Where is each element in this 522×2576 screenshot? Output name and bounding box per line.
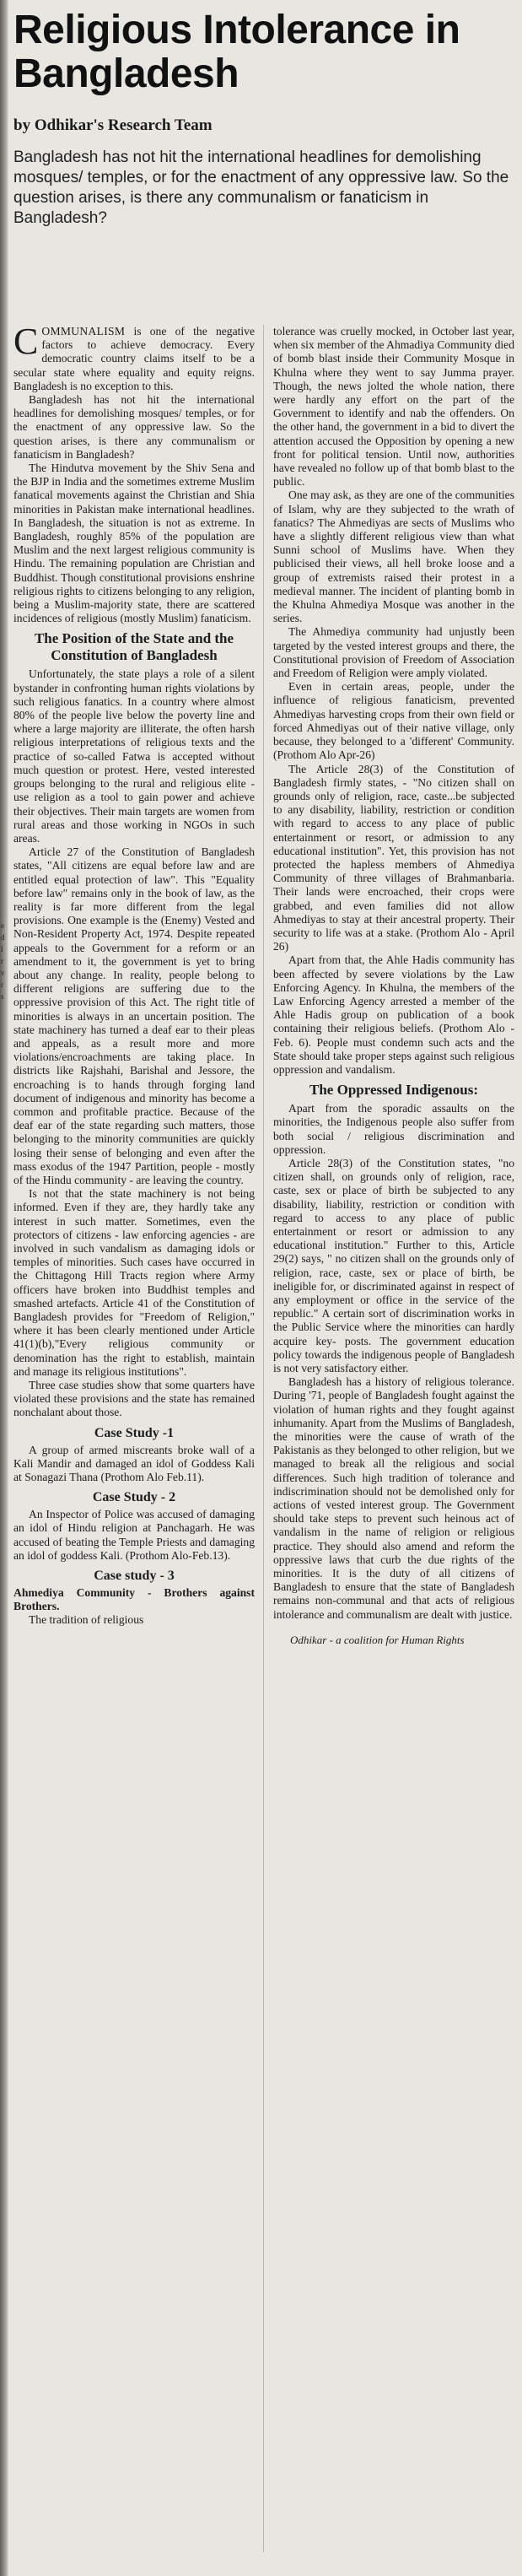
spine-edge-letters bbox=[1, 920, 8, 1002]
body-paragraph: One may ask, as they are one of the communities of Islam, why are they subjected to the wrath of fanatics? The Ahmediyas are sects of Muslims who have a slightly different religious view than what Sunni school of Muslims have. When they publicised their views, all hell broke loose and a group of extremists raised their protest in a medieval manner. The incident of planting bomb in the Khulna Ahmediya Mosque was another in the series. bbox=[273, 489, 514, 625]
body-paragraph: The Ahmediya community had unjustly been targeted by the vested interest groups and there, the Constitutional provision of Freedom of Association and Freedom of Religion were amply violated. bbox=[273, 625, 514, 680]
intro-caps: OMMUNALISM bbox=[41, 325, 126, 338]
section-heading: The Position of the State and the Constitution of Bangladesh bbox=[34, 630, 234, 664]
body-paragraph: The tradition of religious bbox=[29, 1613, 144, 1627]
edge-letter: d bbox=[1, 933, 5, 942]
body-paragraph: An Inspector of Police was accused of damaging an idol of Hindu religion at Panchagarh. He was accused of beating the Temple Priests and damaging an idol of goddess Kali. (Prothom Alo-Feb.13). bbox=[13, 1508, 255, 1562]
case-study-heading: Case Study - 2 bbox=[92, 1490, 176, 1505]
section-heading: The Oppressed Indigenous: bbox=[309, 1082, 478, 1099]
column-divider bbox=[263, 325, 264, 2552]
edge-letter: r bbox=[1, 957, 3, 965]
left-column bbox=[13, 321, 255, 1628]
right-column bbox=[273, 325, 514, 1646]
body-paragraph: Bangladesh has a history of religious tolerance. During '71, people of Bangladesh fought against the violation of human rights and they fought against inhumanity. Apart from the Muslims of Bangladesh, the minorities were the cause of wrath of the Pakistanis as they belonged to other religion, but we managed to break all the religious and social differences. Such high tradition of tolerance and indiscrimination should not be demolished only for actions of vested interest group. The Government should take steps to prevent such heinous act of vandalism in the name of religion or religious practice. They should also amend and reform the oppressive laws that curb the due rights of the minorities. It is the duty of all citizens of Bangladesh to ensure that the state of Bangladesh remains non-communal and that acts of religious intolerance and communalism are dealt with justice. bbox=[273, 1375, 514, 1621]
body-paragraph: Apart from the sporadic assaults on the minorities, the Indigenous people also suffer from both social / religious discrimination and oppression. bbox=[273, 1102, 514, 1156]
body-paragraph: Three case studies show that some quarters have violated these provisions and the state has remained nonchalant about those. bbox=[13, 1379, 255, 1419]
edge-letter: e bbox=[1, 921, 4, 930]
body-paragraph: The Hindutva movement by the Shiv Sena and the BJP in India and the sometimes extreme Muslim fanatical movements against the Christian and Shia minorities in Pakistan make international headlines. In Bangladesh, the situation is not as extreme. In Bangladesh, roughly 85% of the population are Muslim and the next largest religious community is Hindu. The remaining population are Christian and Buddhist. Though constitutional provisions enshrine religious rights to citizens belonging to any religion, being a Muslim-majority state, there are scattered incidences of religious (mostly Muslim) fanaticism. bbox=[13, 462, 255, 625]
body-paragraph: Article 27 of the Constitution of Bangladesh states, "All citizens are equal before law and are entitled equal protection of law". This "Equality before law" remains only in the book of law, as the reality is far more different from the legal provisions. One example is the (Enemy) Vested and Non-Resident Property Act, 1974. Despite repeated appeals to the Government for a reform or an amendment to it, the government is yet to bring about any change. In reality, people belong to different religions are suffering due to the oppressive provision of this Act. The right title of minorities is always in an uncertain position. The state machinery has turned a deaf ear to their pleas and appeals, as a result more and more violations/encroachments are taking place. In districts like Rajshahi, Barishal and Jessore, the encroaching is to hands through forging land document of indigenous and minority has become a common and profitable practice. Because of the deaf ear of the state regarding such matters, those belonging to the minority communities are quickly losing their sense of belonging and even after the mass exodus of the 1947 Partition, people - mostly of the Hindu community - are leaving the country. bbox=[13, 845, 255, 1186]
body-paragraph: The Article 28(3) of the Constitution of Bangladesh firmly states, - "No citizen shall on grounds only of religion, race, caste...be subjected to any disability, liability, restriction or condition with regard to access to any place of public entertainment or resort, or admission to any educational institution". Yet, this provision has not protected the hapless members of Ahmediya Community of three villages of Brahmanbaria. Their lands were encroached, their crops were grabbed, and even families did not allow Ahmediyas to stay at their ancestral property. Their security to life was at a stake. (Prothom Alo - April 26) bbox=[273, 762, 514, 953]
article-title: Religious Intolerance in Bangladesh bbox=[13, 8, 460, 96]
body-paragraph: Even in certain areas, people, under the influence of religious fanaticism, prevented Ahmediyas harvesting crops from their own field or forced Ahmediyas out of their native village, only because, they belonged to a 'different' Community. (Prothom Alo Apr-26) bbox=[273, 680, 514, 762]
drop-cap: C bbox=[13, 321, 39, 362]
edge-letter: r bbox=[1, 980, 3, 989]
page-spine-edge bbox=[0, 0, 8, 2576]
intro-text: is one of the negative factors to achieve democracy. Every democratic country claims itself to be a secular state where equality and equity reigns. Bangladesh is no exception to this. bbox=[13, 325, 255, 392]
body-paragraph: Bangladesh has not hit the international headlines for demolishing mosques/ temples, or for the enactment of any oppressive law. So the question arises, is there any communalism or fanaticism in Bangladesh? bbox=[13, 393, 255, 461]
edge-letter: l bbox=[1, 945, 3, 953]
body-paragraph: Apart from that, the Ahle Hadis community has been affected by severe violations by the Law Enforcing Agency. In Khulna, the members of the Law Enforcing Agency arrested a member of the Ahle Hadis group on publication of a book containing their religious beliefs. (Prothom Alo -Feb. 6). People must condemn such acts and the State should take proper steps against such religious oppression and vandalism. bbox=[273, 953, 514, 1076]
body-paragraph: Unfortunately, the state plays a role of a silent bystander in confronting human rights violations by such religious fanatics. In a country where almost 80% of the people live below the poverty line and where a large majority are illiterate, the often harsh religious interpretations of religious texts and the practice of so-called Fatwa is accepted without much question or protest. Here, vested interested groups belonging to the rural and religious elite - use religion as a tool to gain power and achieve their objectives. Their main targets are women from rural areas and those working in NGOs in such areas. bbox=[13, 667, 255, 845]
body-paragraph: A group of armed miscreants broke wall of a Kali Mandir and damaged an idol of Goddess Kali at Sonagazi Thana (Prothom Alo Feb.11). bbox=[13, 1443, 255, 1484]
body-paragraph: Is not that the state machinery is not being informed. Even if they are, they hardly take any interest in such matter. Sometimes, even the protectors of citizens - law enforcing agencies - are involved in such vandalism as damaging idols or temples of minorities. Such cases have occurred in the Chittagong Hill Tracts region where Army officers have broken into Buddhist temples and smashed artefacts. Article 41 of the Constitution of Bangladesh provides for "Freedom of Religion," where it has been clearly mentioned under Article 41(1)(b),"Every religious community or denomination has the right to establish, maintain and manage its religious institutions". bbox=[13, 1187, 255, 1378]
article-lead: Bangladesh has not hit the international headlines for demolishing mosques/ temples, or for the enactment of any oppressive law. So the question arises, is there any communalism or fanaticism in Bangladesh? bbox=[13, 149, 509, 227]
edge-letter: s bbox=[1, 992, 4, 1001]
body-paragraph: Article 28(3) of the Constitution states, "no citizen shall, on grounds only of religion, race, caste, sex or place of birth be subjected to any disability, liability, restriction or condition with regard to access to any place of public entertainment or resort or admission to any educational institution." Further to this, Article 29(2) says, " no citizen shall on the grounds only of religion, race, caste, sex or place of birth, be ineligible for, or discriminated against in respect of any employment or office in the service of the republic." A certain sort of discrimination works in the Public Service where the minorities can hardly acquire key- posts. The government education policy towards the indigenous people of Bangladesh is not very satisfactory either. bbox=[273, 1156, 514, 1375]
case-study-heading: Case study - 3 bbox=[94, 1569, 175, 1584]
intro-paragraph bbox=[13, 321, 255, 393]
edge-letter: v bbox=[1, 969, 5, 977]
article-byline: by Odhikar's Research Team bbox=[13, 116, 213, 134]
case-study-heading: Case Study -1 bbox=[94, 1425, 175, 1440]
case-study-subtitle: Ahmediya Community - Brothers against Brothers. bbox=[13, 1586, 255, 1613]
author-credit: Odhikar - a coalition for Human Rights bbox=[290, 1633, 465, 1646]
body-paragraph: tolerance was cruelly mocked, in October last year, when six member of the Ahmadiya Community died of bomb blast inside their Community Mosque in Khulna where they went to say Jumma prayer. Though, the news jolted the whole nation, there were hardly any effort on the part of the Government to identify and nab the offenders. On the other hand, the government in a bid to divert the attention accused the Opposition by opening a new front for political tension. Until now, authorities have revealed no follow up of that bomb blast to the public. bbox=[273, 325, 514, 489]
